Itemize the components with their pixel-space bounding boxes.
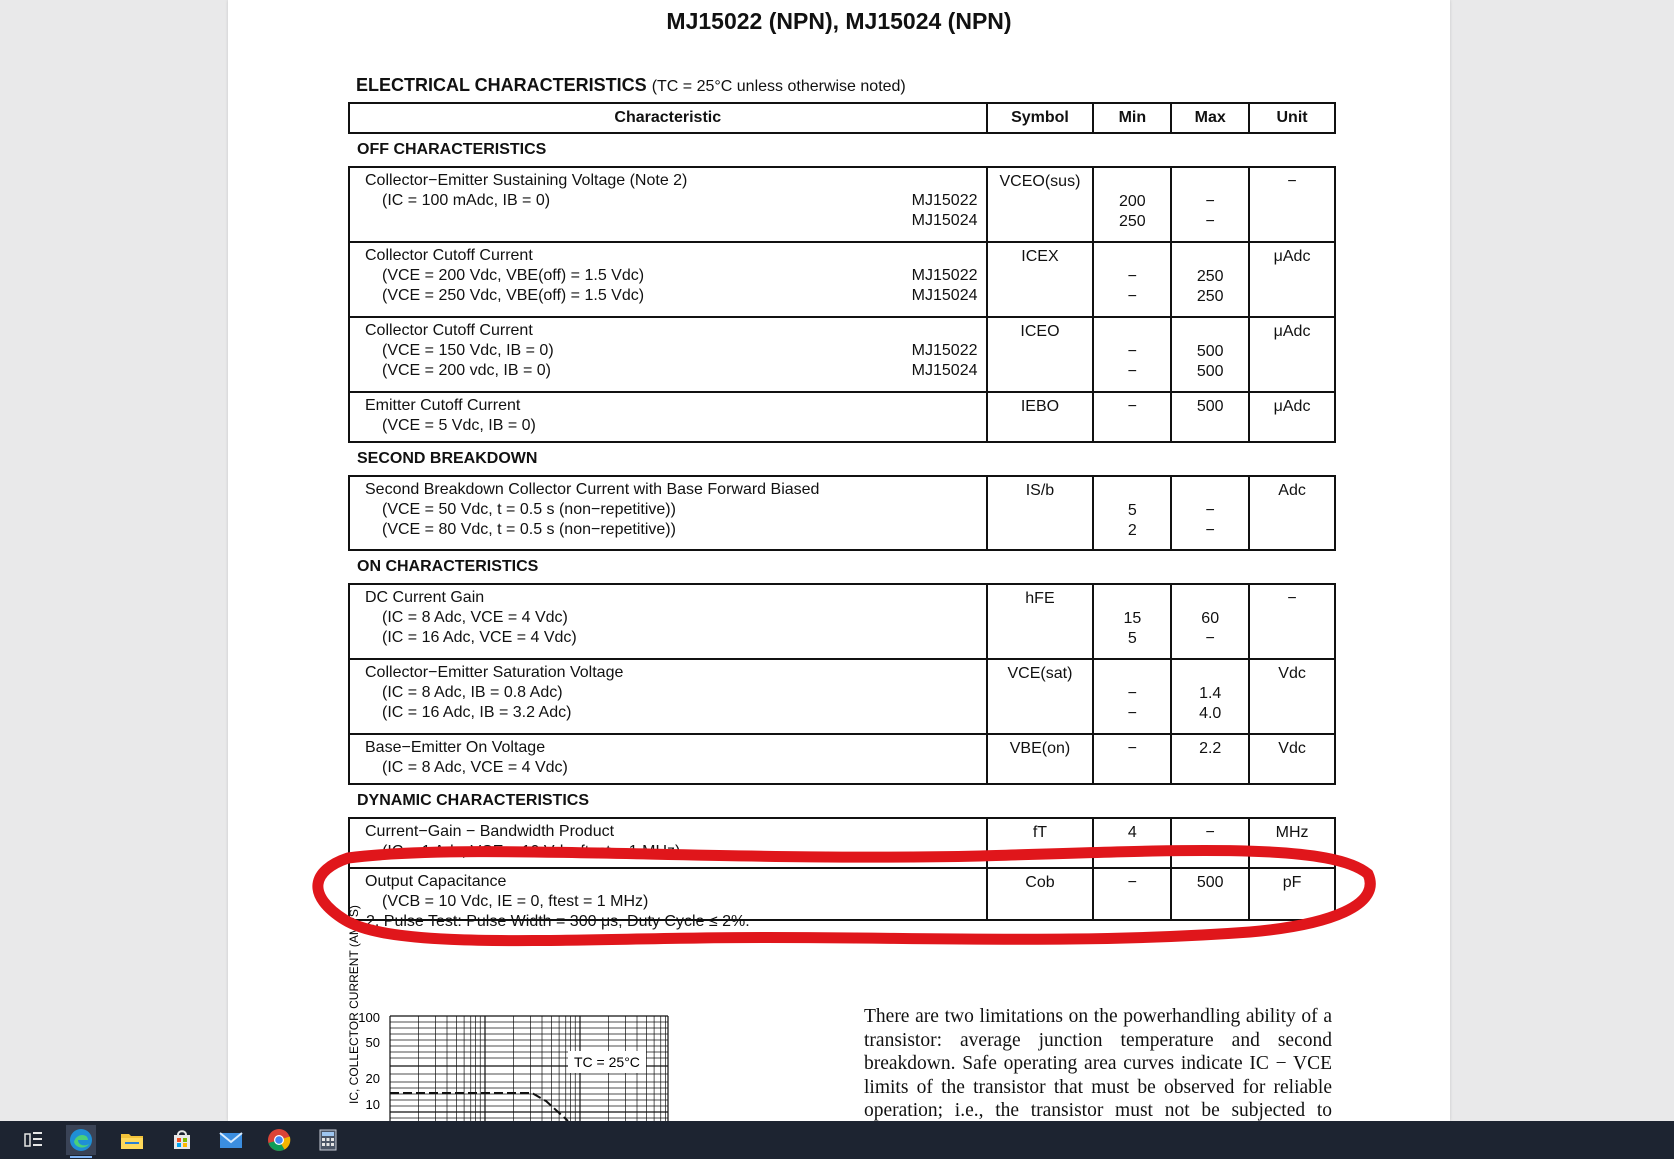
heading-text: ELECTRICAL CHARACTERISTICS (356, 75, 647, 95)
windows-taskbar (0, 1121, 1674, 1159)
min-value: − (1093, 392, 1171, 442)
max-value: 500 (1171, 868, 1249, 920)
symbol-cell: VCE(sat) (987, 659, 1094, 734)
max-value: 4.0 (1199, 705, 1222, 722)
max-value: − (1205, 213, 1215, 230)
row-condition: (VCE = 150 Vdc, IB = 0) (382, 342, 554, 359)
max-value: 2.2 (1171, 734, 1249, 784)
chart-y-tick: 10 (365, 1097, 380, 1112)
calculator-icon[interactable] (313, 1125, 343, 1155)
max-value: 500 (1171, 392, 1249, 442)
symbol-cell: VCEO(sus) (987, 167, 1094, 242)
min-value: − (1093, 868, 1171, 920)
unit-cell: Vdc (1249, 734, 1335, 784)
row-condition: (VCE = 200 Vdc, VBE(off) = 1.5 Vdc) (382, 267, 645, 284)
device-label: MJ15024 (911, 362, 978, 379)
min-value: 15 (1123, 610, 1142, 627)
row-title: Output Capacitance (365, 873, 507, 890)
table-header-row (349, 103, 1335, 133)
unit-cell: − (1249, 584, 1335, 659)
max-value: − (1205, 193, 1215, 210)
min-value: 4 (1093, 818, 1171, 868)
table-row (349, 476, 1335, 550)
col-symbol: Symbol (987, 103, 1094, 133)
row-condition: (IC = 16 Adc, VCE = 4 Vdc) (382, 629, 577, 646)
min-value: 2 (1127, 522, 1137, 539)
col-unit: Unit (1249, 103, 1335, 133)
symbol-cell: ICEX (987, 242, 1094, 317)
row-condition: (VCE = 80 Vdc, t = 0.5 s (non−repetitive)) (382, 521, 676, 538)
section-dynamic: DYNAMIC CHARACTERISTICS (357, 792, 589, 809)
row-condition: (IC = 100 mAdc, IB = 0) (382, 192, 551, 209)
table-row (349, 317, 1335, 392)
row-title: Emitter Cutoff Current (365, 397, 521, 414)
max-value: 500 (1196, 363, 1224, 380)
section-off: OFF CHARACTERISTICS (357, 141, 547, 158)
row-title: Collector−Emitter Sustaining Voltage (Note 2) (365, 172, 688, 189)
max-value: 250 (1196, 288, 1224, 305)
symbol-cell: Cob (987, 868, 1094, 920)
pdf-page (228, 0, 1450, 1121)
row-title: DC Current Gain (365, 589, 485, 606)
chart-y-tick: 100 (358, 1010, 380, 1025)
row-condition: (IC = 16 Adc, IB = 3.2 Adc) (382, 704, 572, 721)
table-row (349, 242, 1335, 317)
min-value: − (1127, 685, 1138, 702)
symbol-cell: IEBO (987, 392, 1094, 442)
col-min: Min (1093, 103, 1171, 133)
unit-cell: μAdc (1249, 242, 1335, 317)
unit-cell: μAdc (1249, 317, 1335, 392)
unit-cell: − (1249, 167, 1335, 242)
device-label: MJ15022 (911, 342, 978, 359)
chart-y-tick: 20 (365, 1071, 380, 1086)
mail-icon[interactable] (216, 1125, 246, 1155)
min-value: − (1127, 363, 1138, 380)
max-value: 250 (1196, 268, 1224, 285)
chrome-icon[interactable] (264, 1125, 294, 1155)
row-condition: (VCE = 200 vdc, IB = 0) (382, 362, 551, 379)
chart-y-tick: 50 (365, 1035, 380, 1050)
symbol-cell: hFE (987, 584, 1094, 659)
row-condition: (IC = 1 Adc, VCE = 10 Vdc, ftest = 1 MHz) (382, 843, 681, 860)
symbol-cell: fT (987, 818, 1094, 868)
table-row (349, 167, 1335, 242)
row-condition: (VCE = 250 Vdc, VBE(off) = 1.5 Vdc) (382, 287, 645, 304)
table-row (349, 584, 1335, 659)
row-condition: (VCE = 50 Vdc, t = 0.5 s (non−repetitive)) (382, 501, 676, 518)
col-max: Max (1171, 103, 1249, 133)
device-label: MJ15022 (911, 192, 978, 209)
min-value: − (1127, 288, 1138, 305)
min-value: 5 (1127, 502, 1137, 519)
unit-cell: μAdc (1249, 392, 1335, 442)
row-condition: (VCB = 10 Vdc, IE = 0, ftest = 1 MHz) (382, 893, 649, 910)
min-value: − (1127, 343, 1138, 360)
row-condition: (IC = 8 Adc, IB = 0.8 Adc) (382, 684, 563, 701)
section-on: ON CHARACTERISTICS (357, 558, 539, 575)
max-value: 1.4 (1199, 685, 1222, 702)
symbol-cell: ICEO (987, 317, 1094, 392)
table-row (349, 818, 1335, 868)
store-icon[interactable] (167, 1125, 197, 1155)
min-value: − (1127, 705, 1138, 722)
col-characteristic: Characteristic (349, 103, 987, 133)
max-value: − (1205, 522, 1215, 539)
body-paragraph: There are two limitations on the powerhandling ability of a transistor: average junction temperature and second breakdown. Safe operating area curves indicate IC − VCE limits of the transistor that must be observed for reliable operation; i.e., the transistor must not be subjected to (864, 1006, 1332, 1121)
electrical-characteristics-heading (356, 75, 906, 96)
device-label: MJ15022 (911, 267, 978, 284)
unit-cell: Vdc (1249, 659, 1335, 734)
heading-condition: (TC = 25°C unless otherwise noted) (651, 78, 906, 95)
row-title: Second Breakdown Collector Current with Base Forward Biased (365, 481, 820, 498)
row-condition: (VCE = 5 Vdc, IB = 0) (382, 417, 536, 434)
min-value: 5 (1127, 630, 1137, 647)
max-value: 500 (1196, 343, 1224, 360)
max-value: − (1205, 502, 1215, 519)
document-title: MJ15022 (NPN), MJ15024 (NPN) (666, 8, 1012, 34)
file-explorer-icon[interactable] (117, 1125, 147, 1155)
unit-cell: Adc (1249, 476, 1335, 550)
symbol-cell: IS/b (987, 476, 1094, 550)
table-row (349, 392, 1335, 442)
min-value: − (1127, 268, 1138, 285)
max-value: − (1205, 630, 1215, 647)
unit-cell: pF (1249, 868, 1335, 920)
row-title: Collector Cutoff Current (365, 247, 533, 264)
chart-annotation: TC = 25°C (574, 1054, 640, 1070)
electrical-characteristics-table (348, 102, 1336, 921)
chart-y-axis-label: IC, COLLECTOR CURRENT (AMPS) (347, 905, 361, 1104)
chart-limit-line (390, 1093, 568, 1121)
min-value: 250 (1118, 213, 1146, 230)
row-title: Collector−Emitter Saturation Voltage (365, 664, 624, 681)
table-row (349, 734, 1335, 784)
min-value: − (1093, 734, 1171, 784)
row-title: Base−Emitter On Voltage (365, 739, 546, 756)
row-title: Current−Gain − Bandwidth Product (365, 823, 615, 840)
edge-icon[interactable] (66, 1125, 96, 1155)
row-condition: (IC = 8 Adc, VCE = 4 Vdc) (382, 759, 568, 776)
device-label: MJ15024 (911, 287, 978, 304)
table-row (349, 659, 1335, 734)
row-condition: (IC = 8 Adc, VCE = 4 Vdc) (382, 609, 568, 626)
row-title: Collector Cutoff Current (365, 322, 533, 339)
min-value: 200 (1118, 193, 1146, 210)
section-second-breakdown: SECOND BREAKDOWN (357, 450, 538, 467)
unit-cell: MHz (1249, 818, 1335, 868)
footnote: 2. Pulse Test: Pulse Width = 300 μs, Duty Cycle ≤ 2%. (366, 913, 750, 930)
device-label: MJ15024 (911, 212, 978, 229)
max-value: − (1171, 818, 1249, 868)
symbol-cell: VBE(on) (987, 734, 1094, 784)
max-value: 60 (1201, 610, 1220, 627)
task-view-icon[interactable] (18, 1125, 48, 1155)
